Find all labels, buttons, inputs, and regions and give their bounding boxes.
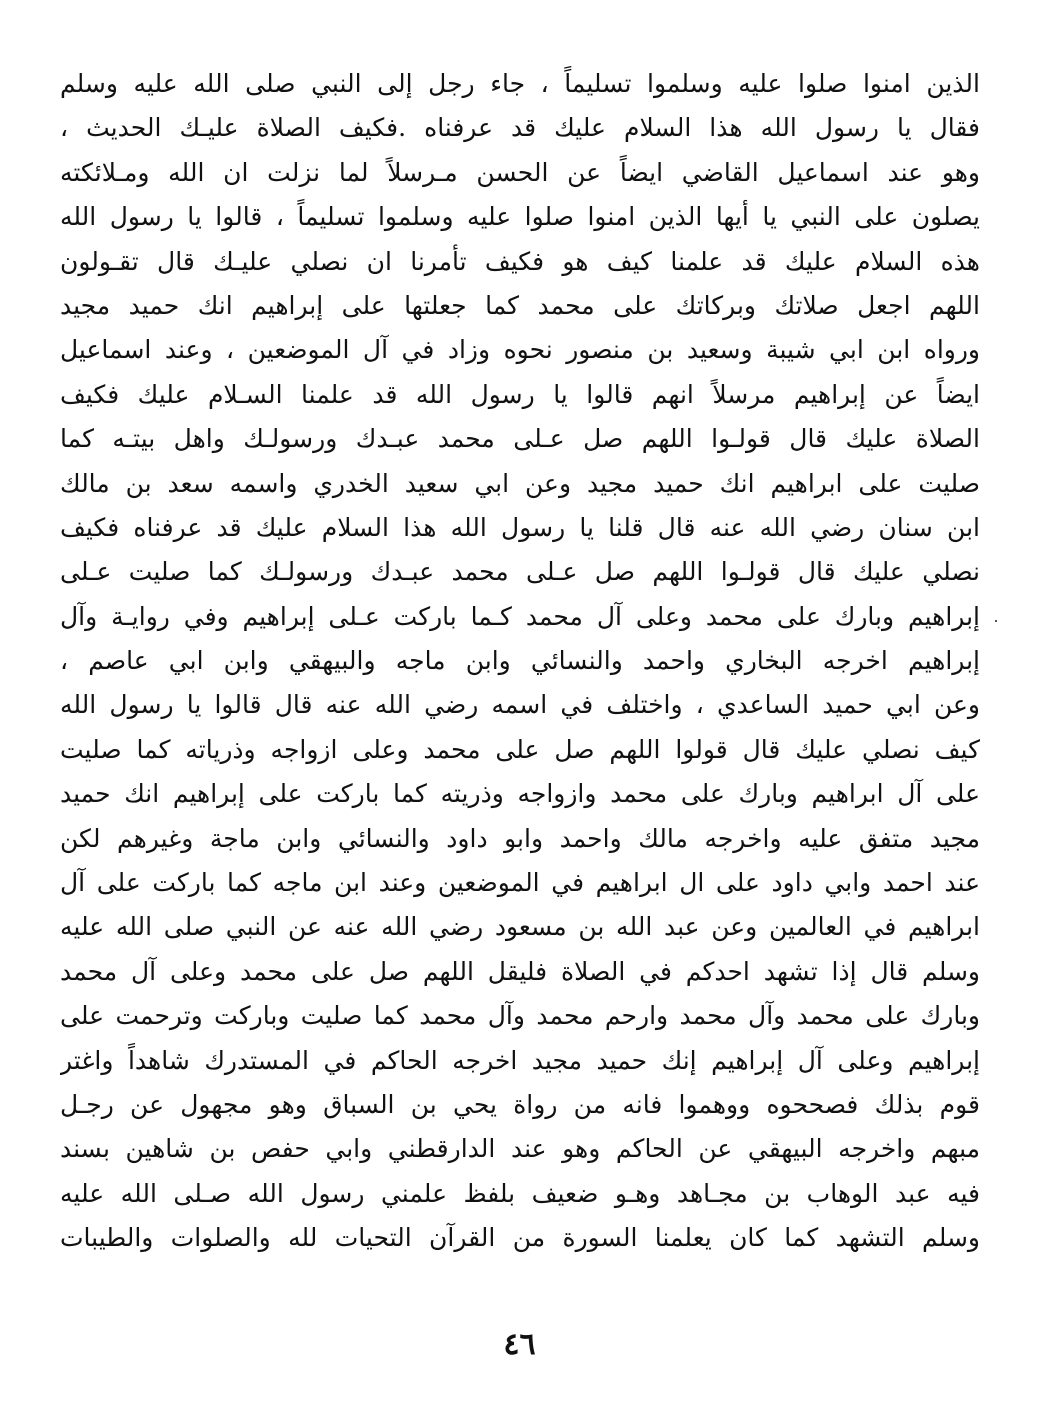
- text-line: يصلون على النبي يا أيها الذين امنوا صلوا عليه وسلموا تسليماً ، قالوا يا رسول الله: [60, 202, 980, 232]
- text-line: فيه عبد الوهاب بن مجـاهد وهـو ضعيف بلفظ علمني رسول الله صـلى الله عليه: [60, 1178, 980, 1208]
- text-line: هذه السلام عليك قد علمنا كيف هو فكيف تأمرنا ان نصلي عليـك قال تقـولون: [60, 246, 980, 276]
- margin-mark: [995, 620, 997, 622]
- text-line: اللهم اجعل صلاتك وبركاتك على محمد كما جعلتها على إبراهيم انك حميد مجيد: [60, 290, 980, 320]
- page-number: ٤٦: [503, 1327, 536, 1362]
- text-line: ايضاً عن إبراهيم مرسلاً انهم قالوا يا رسول الله قد علمنا السـلام عليك فكيف: [60, 379, 980, 409]
- text-line: إبراهيم اخرجه البخاري واحمد والنسائي وابن ماجه والبيهقي وابن ابي عاصم ،: [60, 646, 980, 676]
- text-line: ابن سنان رضي الله عنه قال قلنا يا رسول الله هذا السلام عليك قد عرفناه فكيف: [60, 512, 980, 542]
- text-line: وسلم التشهد كما كان يعلمنا السورة من القرآن التحيات لله والصلوات والطيبات: [60, 1223, 980, 1253]
- text-line: مبهم واخرجه البيهقي عن الحاكم وهو عند الدارقطني وابي حفص بن شاهين بسند: [60, 1134, 980, 1164]
- text-line: نصلي عليك قال قولـوا اللهم صل عـلى محمد عبـدك ورسولـك كما صليت عـلى: [60, 557, 980, 587]
- text-line: الذين امنوا صلوا عليه وسلموا تسليماً ، جاء رجل إلى النبي صلى الله عليه وسلم: [60, 69, 980, 98]
- text-line: فقال يا رسول الله هذا السلام عليك قد عرفناه .فكيف الصلاة عليـك الحديث ،: [60, 113, 980, 143]
- text-line: ورواه ابن ابي شيبة وسعيد بن منصور نحوه وزاد في آل الموضعين ، وعند اسماعيل: [60, 335, 980, 365]
- text-line: وبارك على محمد وآل محمد وارحم محمد وآل محمد كما صليت وباركت وترحمت على: [60, 1001, 980, 1031]
- text-line: وسلم قال إذا تشهد احدكم في الصلاة فليقل اللهم صل على محمد وعلى آل محمد: [60, 956, 980, 986]
- text-line: قوم بذلك فصححوه ووهموا فانه من رواة يحي بن السباق وهو مجهول عن رجـل: [60, 1089, 980, 1119]
- page-body-text: [60, 62, 980, 1261]
- text-line: صليت على ابراهيم انك حميد مجيد وعن ابي سعيد الخدري واسمه سعد بن مالك: [60, 468, 980, 498]
- text-line: وهو عند اسماعيل القاضي ايضاً عن الحسن مـرسلاً لما نزلت ان الله ومـلائكته: [60, 157, 980, 187]
- text-line: وعن ابي حميد الساعدي ، واختلف في اسمه رضي الله عنه قال قالوا يا رسول الله: [60, 690, 980, 720]
- text-line: على آل ابراهيم وبارك على محمد وازواجه وذريته كما باركت على إبراهيم انك حميد: [60, 779, 980, 809]
- text-line: الصلاة عليك قال قولـوا اللهم صل عـلى محمد عبـدك ورسولـك واهل بيتـه كما: [60, 424, 980, 454]
- text-line: إبراهيم وعلى آل إبراهيم إنك حميد مجيد اخرجه الحاكم في المستدرك شاهداً واغتر: [60, 1045, 980, 1075]
- text-line: ابراهيم في العالمين وعن عبد الله بن مسعود رضي الله عنه عن النبي صلى الله عليه: [60, 912, 980, 942]
- text-line: مجيد متفق عليه واخرجه مالك واحمد وابو داود والنسائي وابن ماجة وغيرهم لكن: [60, 823, 980, 853]
- text-line: كيف نصلي عليك قال قولوا اللهم صل على محمد وعلى ازواجه وذرياته كما صليت: [60, 734, 980, 764]
- text-line: عند احمد وابي داود على ال ابراهيم في الموضعين وعند ابن ماجه كما باركت على آل: [60, 868, 980, 898]
- text-line: إبراهيم وبارك على محمد وعلى آل محمد كـما باركت عـلى إبراهيم وفي روايـة وآل: [60, 601, 980, 631]
